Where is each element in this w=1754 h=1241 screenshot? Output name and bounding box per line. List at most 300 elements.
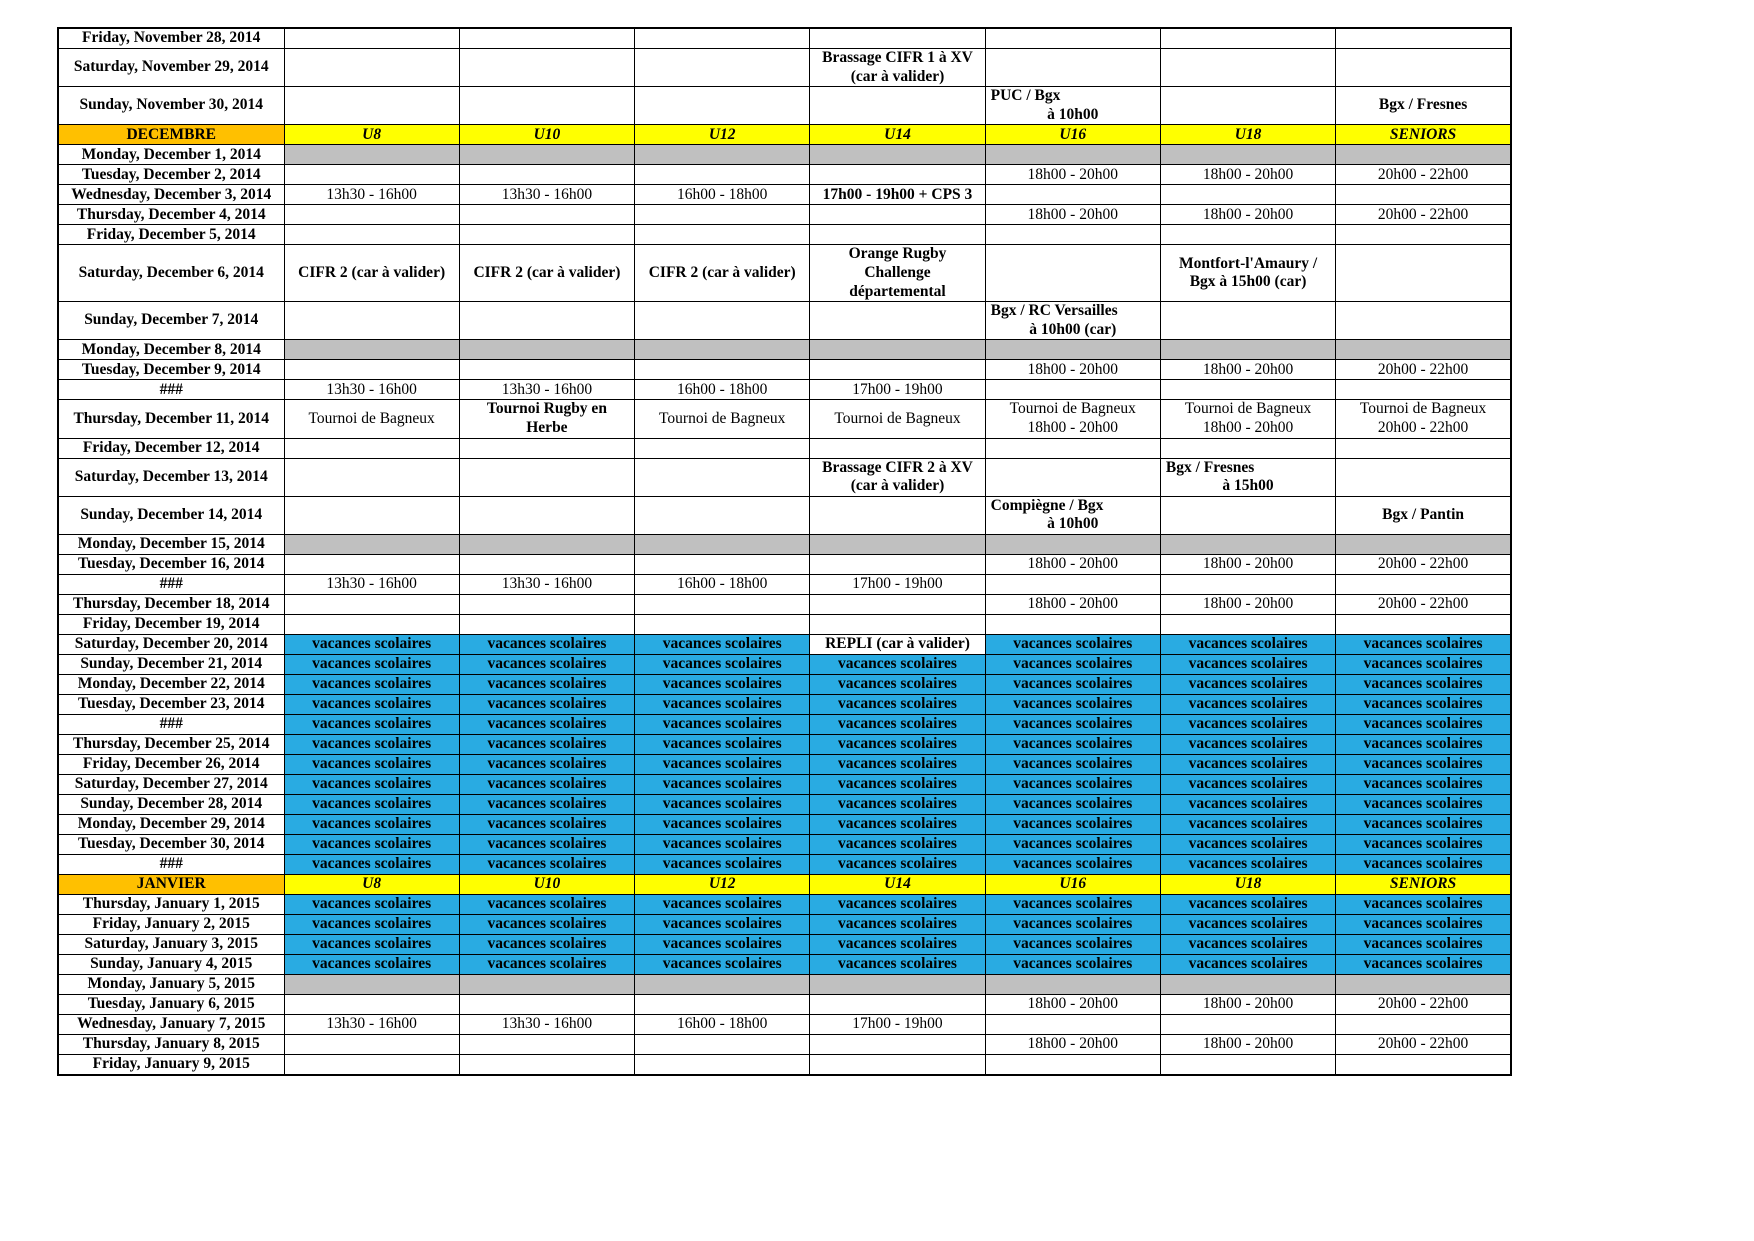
schedule-cell: 18h00 - 20h00 — [1160, 554, 1335, 574]
column-header-cell: U16 — [985, 874, 1160, 894]
table-row — [58, 205, 1511, 225]
month-header-cell: JANVIER — [58, 874, 284, 894]
schedule-cell — [985, 28, 1160, 49]
cell-line: Compiègne / Bgx — [990, 496, 1104, 514]
schedule-cell — [635, 360, 810, 380]
schedule-cell — [635, 49, 810, 87]
table-row — [58, 1054, 1511, 1075]
schedule-cell: 18h00 - 20h00 — [1160, 165, 1335, 185]
schedule-cell — [1160, 974, 1335, 994]
schedule-cell: vacances scolaires — [459, 894, 634, 914]
schedule-cell: vacances scolaires — [985, 774, 1160, 794]
schedule-cell — [459, 614, 634, 634]
schedule-cell: vacances scolaires — [1336, 634, 1511, 654]
schedule-cell — [810, 974, 985, 994]
date-cell: Monday, December 8, 2014 — [58, 340, 284, 360]
schedule-cell: vacances scolaires — [1336, 694, 1511, 714]
schedule-cell — [284, 534, 459, 554]
table-row — [58, 1034, 1511, 1054]
table-row — [58, 87, 1511, 125]
date-cell: Saturday, November 29, 2014 — [58, 49, 284, 87]
cell-line: PUC / Bgx — [990, 87, 1061, 105]
schedule-cell — [985, 458, 1160, 496]
cell-line: à 10h00 (car) — [1029, 320, 1117, 338]
schedule-cell: vacances scolaires — [985, 714, 1160, 734]
schedule-cell: CIFR 2 (car à valider) — [284, 245, 459, 302]
column-header-cell: U10 — [459, 874, 634, 894]
schedule-cell — [284, 49, 459, 87]
schedule-cell: vacances scolaires — [1160, 934, 1335, 954]
schedule-cell — [1160, 87, 1335, 125]
schedule-cell: vacances scolaires — [284, 714, 459, 734]
schedule-cell: vacances scolaires — [635, 814, 810, 834]
schedule-cell — [810, 458, 985, 496]
table-row — [58, 714, 1511, 734]
table-row — [58, 774, 1511, 794]
schedule-cell — [810, 438, 985, 458]
schedule-cell — [1160, 28, 1335, 49]
table-row — [58, 360, 1511, 380]
schedule-cell: vacances scolaires — [1160, 814, 1335, 834]
schedule-cell: vacances scolaires — [810, 694, 985, 714]
schedule-cell — [635, 1054, 810, 1075]
schedule-cell: 17h00 - 19h00 + CPS 3 — [810, 185, 985, 205]
schedule-cell — [284, 1034, 459, 1054]
schedule-cell — [284, 145, 459, 165]
schedule-cell — [1160, 340, 1335, 360]
schedule-cell — [1160, 302, 1335, 340]
schedule-cell — [459, 994, 634, 1014]
schedule-cell — [284, 994, 459, 1014]
schedule-cell — [459, 360, 634, 380]
schedule-table — [57, 27, 1512, 1076]
schedule-cell — [284, 28, 459, 49]
schedule-cell: 20h00 - 22h00 — [1336, 594, 1511, 614]
schedule-cell — [459, 145, 634, 165]
schedule-cell: vacances scolaires — [810, 854, 985, 874]
schedule-cell: vacances scolaires — [635, 794, 810, 814]
schedule-cell — [284, 302, 459, 340]
date-cell: ### — [58, 854, 284, 874]
schedule-cell — [810, 225, 985, 245]
schedule-cell — [810, 340, 985, 360]
schedule-cell — [635, 87, 810, 125]
schedule-cell — [1160, 225, 1335, 245]
schedule-cell — [284, 165, 459, 185]
table-row — [58, 634, 1511, 654]
schedule-cell — [810, 360, 985, 380]
table-row — [58, 834, 1511, 854]
schedule-cell: 20h00 - 22h00 — [1336, 554, 1511, 574]
schedule-cell: vacances scolaires — [635, 774, 810, 794]
schedule-cell — [1336, 1054, 1511, 1075]
schedule-cell — [1160, 574, 1335, 594]
schedule-cell: vacances scolaires — [1336, 774, 1511, 794]
schedule-cell — [459, 458, 634, 496]
schedule-cell: 20h00 - 22h00 — [1336, 360, 1511, 380]
schedule-cell — [1336, 340, 1511, 360]
schedule-cell: vacances scolaires — [1160, 654, 1335, 674]
schedule-cell — [459, 302, 634, 340]
schedule-cell — [1336, 534, 1511, 554]
schedule-cell: vacances scolaires — [459, 954, 634, 974]
schedule-cell — [1160, 496, 1335, 534]
schedule-cell: vacances scolaires — [1336, 954, 1511, 974]
table-row — [58, 974, 1511, 994]
table-row — [58, 400, 1511, 438]
table-row — [58, 125, 1511, 145]
schedule-cell — [284, 87, 459, 125]
schedule-cell: vacances scolaires — [1336, 814, 1511, 834]
cell-line: à 15h00 — [1222, 477, 1274, 495]
schedule-cell — [1336, 28, 1511, 49]
schedule-cell — [459, 49, 634, 87]
column-header-cell: SENIORS — [1336, 125, 1511, 145]
table-row — [58, 874, 1511, 894]
schedule-cell: vacances scolaires — [635, 714, 810, 734]
schedule-cell — [459, 340, 634, 360]
schedule-cell — [635, 438, 810, 458]
date-cell: Monday, December 29, 2014 — [58, 814, 284, 834]
schedule-cell — [284, 205, 459, 225]
schedule-cell — [284, 554, 459, 574]
date-cell: Tuesday, December 2, 2014 — [58, 165, 284, 185]
schedule-cell — [284, 1054, 459, 1075]
schedule-cell — [1160, 438, 1335, 458]
schedule-cell: vacances scolaires — [985, 694, 1160, 714]
schedule-cell: 16h00 - 18h00 — [635, 1014, 810, 1034]
date-cell: Tuesday, December 9, 2014 — [58, 360, 284, 380]
schedule-cell — [284, 458, 459, 496]
schedule-cell — [985, 614, 1160, 634]
schedule-cell: vacances scolaires — [1160, 734, 1335, 754]
column-header-cell: U10 — [459, 125, 634, 145]
date-cell: Friday, November 28, 2014 — [58, 28, 284, 49]
schedule-cell: vacances scolaires — [1160, 714, 1335, 734]
schedule-cell — [810, 245, 985, 302]
schedule-cell: Bgx / Pantin — [1336, 496, 1511, 534]
schedule-cell — [810, 994, 985, 1014]
schedule-cell — [635, 28, 810, 49]
schedule-cell: 17h00 - 19h00 — [810, 574, 985, 594]
schedule-cell: 18h00 - 20h00 — [985, 205, 1160, 225]
schedule-cell: vacances scolaires — [1160, 774, 1335, 794]
schedule-cell: vacances scolaires — [459, 754, 634, 774]
schedule-cell: vacances scolaires — [635, 834, 810, 854]
schedule-cell — [810, 28, 985, 49]
schedule-cell — [459, 400, 634, 438]
schedule-cell — [459, 438, 634, 458]
schedule-cell — [985, 185, 1160, 205]
schedule-cell: vacances scolaires — [284, 754, 459, 774]
schedule-cell — [1336, 380, 1511, 400]
schedule-cell — [1160, 1054, 1335, 1075]
schedule-cell: vacances scolaires — [1160, 754, 1335, 774]
date-cell: Sunday, December 7, 2014 — [58, 302, 284, 340]
schedule-cell: vacances scolaires — [284, 774, 459, 794]
schedule-cell: vacances scolaires — [459, 654, 634, 674]
cell-line: Herbe — [526, 418, 568, 436]
schedule-cell — [985, 1054, 1160, 1075]
schedule-cell: 13h30 - 16h00 — [284, 1014, 459, 1034]
schedule-cell: REPLI (car à valider) — [810, 634, 985, 654]
date-cell: Saturday, December 6, 2014 — [58, 245, 284, 302]
schedule-cell — [985, 534, 1160, 554]
schedule-cell: 18h00 - 20h00 — [1160, 994, 1335, 1014]
schedule-cell — [459, 974, 634, 994]
date-cell: Thursday, December 4, 2014 — [58, 205, 284, 225]
schedule-cell: vacances scolaires — [985, 934, 1160, 954]
table-row — [58, 614, 1511, 634]
date-cell: Wednesday, January 7, 2015 — [58, 1014, 284, 1034]
schedule-cell: vacances scolaires — [985, 654, 1160, 674]
schedule-cell: vacances scolaires — [635, 894, 810, 914]
schedule-cell — [1160, 49, 1335, 87]
schedule-cell — [985, 1014, 1160, 1034]
schedule-cell: vacances scolaires — [810, 934, 985, 954]
table-row — [58, 734, 1511, 754]
schedule-cell — [635, 994, 810, 1014]
cell-line: Montfort-l'Amaury / — [1178, 254, 1318, 272]
table-row — [58, 302, 1511, 340]
schedule-cell: vacances scolaires — [985, 854, 1160, 874]
schedule-cell: 13h30 - 16h00 — [459, 1014, 634, 1034]
schedule-cell — [1160, 458, 1335, 496]
schedule-cell: vacances scolaires — [985, 914, 1160, 934]
schedule-cell: vacances scolaires — [1160, 794, 1335, 814]
date-cell: Saturday, December 27, 2014 — [58, 774, 284, 794]
schedule-cell — [635, 974, 810, 994]
schedule-cell: vacances scolaires — [1336, 654, 1511, 674]
date-cell: Monday, December 15, 2014 — [58, 534, 284, 554]
schedule-cell: 18h00 - 20h00 — [985, 165, 1160, 185]
schedule-cell — [1336, 438, 1511, 458]
column-header-cell: SENIORS — [1336, 874, 1511, 894]
schedule-cell: vacances scolaires — [284, 734, 459, 754]
schedule-cell: Bgx / Fresnes — [1336, 87, 1511, 125]
schedule-cell: vacances scolaires — [284, 934, 459, 954]
schedule-cell: 13h30 - 16h00 — [459, 380, 634, 400]
table-row — [58, 694, 1511, 714]
schedule-cell: 20h00 - 22h00 — [1336, 994, 1511, 1014]
date-cell: Saturday, January 3, 2015 — [58, 934, 284, 954]
table-row — [58, 794, 1511, 814]
schedule-cell — [1336, 400, 1511, 438]
cell-line: à 10h00 — [1047, 515, 1099, 533]
schedule-cell — [985, 974, 1160, 994]
schedule-cell: 18h00 - 20h00 — [1160, 360, 1335, 380]
table-row — [58, 380, 1511, 400]
cell-line: 18h00 - 20h00 — [1027, 418, 1118, 436]
schedule-cell: vacances scolaires — [810, 654, 985, 674]
schedule-cell — [1160, 380, 1335, 400]
schedule-cell: vacances scolaires — [284, 894, 459, 914]
schedule-cell — [985, 225, 1160, 245]
schedule-cell — [1160, 185, 1335, 205]
schedule-cell: vacances scolaires — [459, 934, 634, 954]
schedule-cell — [635, 145, 810, 165]
schedule-cell: vacances scolaires — [635, 754, 810, 774]
table-row — [58, 534, 1511, 554]
schedule-cell: vacances scolaires — [810, 794, 985, 814]
schedule-cell: vacances scolaires — [459, 834, 634, 854]
schedule-cell: vacances scolaires — [1336, 674, 1511, 694]
cell-line: Tournoi Rugby en — [486, 400, 607, 418]
column-header-cell: U8 — [284, 125, 459, 145]
schedule-cell — [459, 28, 634, 49]
schedule-cell: vacances scolaires — [284, 834, 459, 854]
table-row — [58, 1014, 1511, 1034]
schedule-cell: 18h00 - 20h00 — [985, 594, 1160, 614]
cell-line: Bgx / RC Versailles — [990, 302, 1118, 320]
schedule-cell — [810, 302, 985, 340]
date-cell: Friday, January 9, 2015 — [58, 1054, 284, 1075]
schedule-cell — [284, 614, 459, 634]
table-row — [58, 934, 1511, 954]
schedule-cell — [1336, 614, 1511, 634]
table-row — [58, 225, 1511, 245]
schedule-cell: Tournoi de Bagneux — [635, 400, 810, 438]
table-row — [58, 165, 1511, 185]
date-cell: Tuesday, January 6, 2015 — [58, 994, 284, 1014]
schedule-cell: vacances scolaires — [635, 914, 810, 934]
schedule-cell — [1160, 534, 1335, 554]
schedule-cell: vacances scolaires — [635, 654, 810, 674]
schedule-cell — [459, 165, 634, 185]
schedule-body — [58, 28, 1511, 1075]
schedule-cell: vacances scolaires — [810, 914, 985, 934]
table-row — [58, 894, 1511, 914]
date-cell: Thursday, December 18, 2014 — [58, 594, 284, 614]
schedule-cell: vacances scolaires — [1336, 834, 1511, 854]
schedule-cell: vacances scolaires — [284, 954, 459, 974]
cell-line: Tournoi de Bagneux — [1184, 400, 1312, 418]
column-header-cell: U8 — [284, 874, 459, 894]
schedule-cell — [635, 496, 810, 534]
schedule-cell: vacances scolaires — [985, 674, 1160, 694]
schedule-cell: vacances scolaires — [810, 954, 985, 974]
schedule-cell: vacances scolaires — [635, 634, 810, 654]
column-header-cell: U12 — [635, 874, 810, 894]
date-cell: Tuesday, December 16, 2014 — [58, 554, 284, 574]
schedule-cell: vacances scolaires — [635, 934, 810, 954]
cell-line: (car à valider) — [850, 67, 945, 85]
schedule-cell: vacances scolaires — [1160, 894, 1335, 914]
table-row — [58, 28, 1511, 49]
date-cell: ### — [58, 380, 284, 400]
schedule-cell: 17h00 - 19h00 — [810, 380, 985, 400]
schedule-cell — [810, 145, 985, 165]
schedule-cell — [985, 87, 1160, 125]
table-row — [58, 674, 1511, 694]
schedule-cell — [1160, 1014, 1335, 1034]
schedule-cell: vacances scolaires — [635, 854, 810, 874]
schedule-cell — [635, 614, 810, 634]
schedule-cell: 16h00 - 18h00 — [635, 185, 810, 205]
schedule-cell: 13h30 - 16h00 — [284, 574, 459, 594]
schedule-cell: 13h30 - 16h00 — [284, 185, 459, 205]
schedule-cell — [635, 554, 810, 574]
schedule-cell — [1160, 145, 1335, 165]
cell-line: à 10h00 — [1047, 105, 1099, 123]
column-header-cell: U16 — [985, 125, 1160, 145]
cell-line: Bgx / Fresnes — [1165, 458, 1255, 476]
schedule-cell: vacances scolaires — [1160, 914, 1335, 934]
table-row — [58, 994, 1511, 1014]
schedule-cell: vacances scolaires — [1160, 694, 1335, 714]
schedule-cell — [635, 340, 810, 360]
schedule-cell — [810, 1054, 985, 1075]
date-cell: Friday, December 5, 2014 — [58, 225, 284, 245]
schedule-cell: vacances scolaires — [985, 794, 1160, 814]
schedule-cell: vacances scolaires — [985, 734, 1160, 754]
schedule-cell: vacances scolaires — [1336, 794, 1511, 814]
schedule-cell — [635, 205, 810, 225]
schedule-cell — [459, 205, 634, 225]
schedule-cell — [985, 302, 1160, 340]
date-cell: Friday, December 26, 2014 — [58, 754, 284, 774]
schedule-cell — [810, 614, 985, 634]
schedule-cell — [810, 554, 985, 574]
schedule-cell: 20h00 - 22h00 — [1336, 1034, 1511, 1054]
schedule-cell: 18h00 - 20h00 — [985, 360, 1160, 380]
schedule-cell — [1336, 49, 1511, 87]
schedule-cell — [985, 245, 1160, 302]
table-row — [58, 814, 1511, 834]
table-row — [58, 340, 1511, 360]
schedule-cell — [1336, 974, 1511, 994]
schedule-cell: vacances scolaires — [459, 714, 634, 734]
schedule-cell: vacances scolaires — [284, 814, 459, 834]
schedule-cell: CIFR 2 (car à valider) — [635, 245, 810, 302]
schedule-cell: vacances scolaires — [1336, 734, 1511, 754]
cell-line: départemental — [849, 282, 946, 300]
table-row — [58, 438, 1511, 458]
schedule-cell — [810, 1034, 985, 1054]
schedule-cell: vacances scolaires — [1336, 894, 1511, 914]
month-header-cell: DECEMBRE — [58, 125, 284, 145]
date-cell: Friday, December 12, 2014 — [58, 438, 284, 458]
schedule-cell — [284, 438, 459, 458]
schedule-cell — [635, 165, 810, 185]
cell-line: Brassage CIFR 2 à XV — [822, 458, 973, 476]
date-cell: Tuesday, December 23, 2014 — [58, 694, 284, 714]
schedule-cell: 18h00 - 20h00 — [985, 994, 1160, 1014]
schedule-cell: vacances scolaires — [1336, 934, 1511, 954]
schedule-cell: vacances scolaires — [985, 814, 1160, 834]
schedule-cell — [635, 225, 810, 245]
schedule-sheet — [57, 27, 1512, 1076]
schedule-cell: vacances scolaires — [459, 734, 634, 754]
date-cell: Monday, December 22, 2014 — [58, 674, 284, 694]
schedule-cell — [1160, 400, 1335, 438]
column-header-cell: U14 — [810, 874, 985, 894]
schedule-cell: vacances scolaires — [810, 774, 985, 794]
schedule-cell: 17h00 - 19h00 — [810, 1014, 985, 1034]
schedule-cell: vacances scolaires — [284, 914, 459, 934]
schedule-cell — [985, 145, 1160, 165]
table-row — [58, 754, 1511, 774]
schedule-cell — [810, 165, 985, 185]
schedule-cell: vacances scolaires — [459, 694, 634, 714]
schedule-cell: vacances scolaires — [1160, 834, 1335, 854]
date-cell: Thursday, December 25, 2014 — [58, 734, 284, 754]
schedule-cell — [459, 496, 634, 534]
date-cell: Monday, January 5, 2015 — [58, 974, 284, 994]
schedule-cell — [810, 594, 985, 614]
schedule-cell — [284, 496, 459, 534]
schedule-cell: 18h00 - 20h00 — [1160, 1034, 1335, 1054]
